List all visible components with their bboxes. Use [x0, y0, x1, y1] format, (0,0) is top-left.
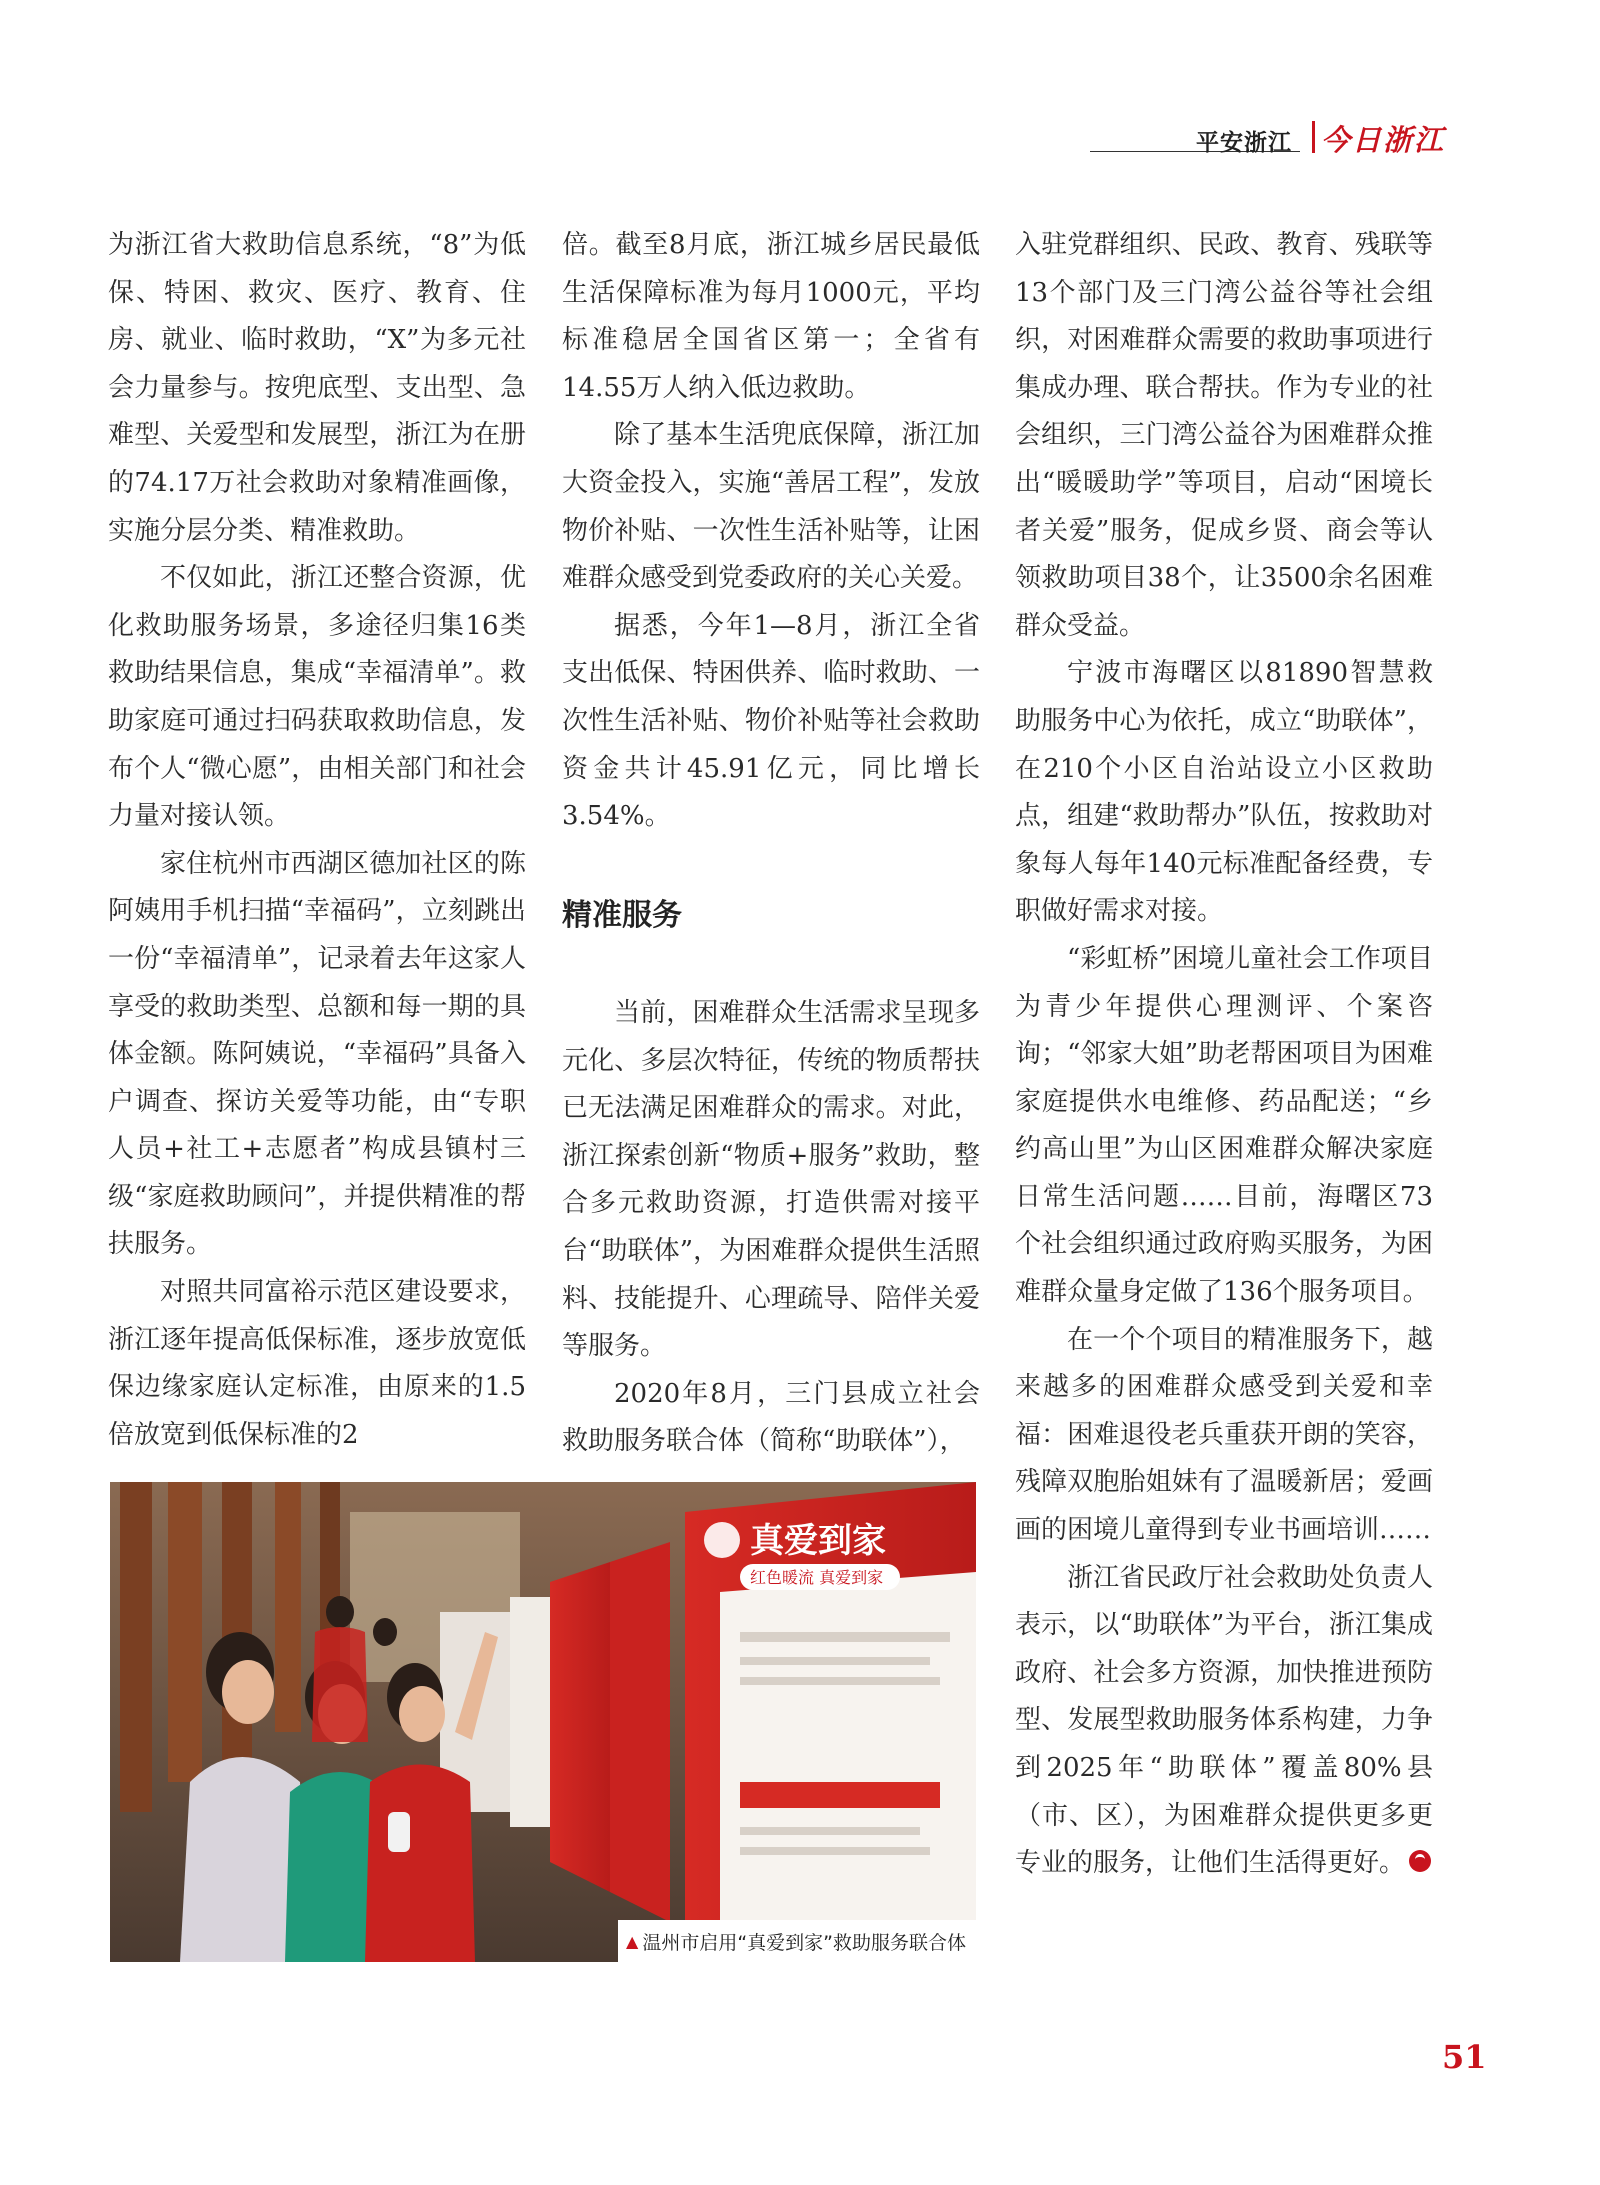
- magazine-brand-logo: 今日浙江: [1321, 123, 1446, 157]
- caption-text: 温州市启用“真爱到家”救助服务联合体: [642, 1931, 966, 1954]
- paragraph: 除了基本生活兜底保障，浙江加大资金投入，实施“善居工程”，发放物价补贴、一次性生活补贴等，让困难群众感受到党委政府的关心关爱。: [562, 420, 980, 594]
- header-divider: [1312, 121, 1315, 153]
- paragraph-text: 浙江省民政厅社会救助处负责人表示，以“助联体”为平台，浙江集成政府、社会多方资源，加快推进预防型、发展型救助服务体系构建，力争到2025年“助联体”覆盖80%县（市、区），为困难群众提供更多更专业的服务，让他们生活得更好。: [1015, 1562, 1433, 1879]
- paragraph: 在一个个项目的精准服务下，越来越多的困难群众感受到关爱和幸福：困难退役老兵重获开朗的笑容，残障双胞胎姐妹有了温暖新居；爱画画的困境儿童得到专业书画培训……: [1015, 1324, 1433, 1546]
- paragraph: [1015, 1555, 1433, 1888]
- paragraph: 入驻党群组织、民政、教育、残联等13个部门及三门湾公益谷等社会组织，对困难群众需要的救助事项进行集成办理、联合帮扶。作为专业的社会组织，三门湾公益谷为困难群众推出“暖暖助学”等项目，启动“困境长者关爱”服务，促成乡贤、商会等认领救助项目38个，让3500余名困难群众受益。: [1015, 230, 1433, 641]
- paragraph: 据悉，今年1—8月，浙江全省支出低保、特困供养、临时救助、一次性生活补贴、物价补贴等社会救助资金共计45.91亿元，同比增长3.54%。: [562, 610, 980, 832]
- paragraph: 倍。截至8月底，浙江城乡居民最低生活保障标准为每月1000元，平均标准稳居全国省区第一；全省有14.55万人纳入低边救助。: [562, 230, 980, 403]
- paragraph: 家住杭州市西湖区德加社区的陈阿姨用手机扫描“幸福码”，立刻跳出一份“幸福清单”，记录着去年这家人享受的救助类型、总额和每一期的具体金额。陈阿姨说，“幸福码”具备入户调查、探访关爱等功能，由“专职人员+社工+志愿者”构成县镇村三级“家庭救助顾问”，并提供精准的帮扶服务。: [108, 848, 526, 1260]
- article-column-2: [562, 222, 980, 841]
- photo-caption: [618, 1920, 976, 1962]
- paragraph: 宁波市海曙区以81890智慧救助服务中心为依托，成立“助联体”，在210个小区自治站设立小区救助点，组建“救助帮办”队伍，按救助对象每人每年140元标准配备经费，专职做好需求对接。: [1015, 658, 1433, 927]
- photo-illustration: [110, 1482, 976, 1962]
- page-number: 51: [1442, 2038, 1487, 2076]
- section-heading: 精准服务: [562, 898, 682, 933]
- article-end-icon: [1409, 1850, 1431, 1872]
- paragraph: 不仅如此，浙江还整合资源，优化救助服务场景，多途径归集16类救助结果信息，集成“幸福清单”。救助家庭可通过扫码获取救助信息，发布个人“微心愿”，由相关部门和社会力量对接认领。: [108, 563, 526, 832]
- article-column-1: [108, 222, 526, 1459]
- news-photo: [110, 1482, 976, 1962]
- paragraph: 当前，困难群众生活需求呈现多元化、多层次特征，传统的物质帮扶已无法满足困难群众的需求。对此，浙江探索创新“物质+服务”救助，整合多元救助资源，打造供需对接平台“助联体”，为困难群众提供生活照料、技能提升、心理疏导、陪伴关爱等服务。: [562, 998, 980, 1362]
- article-column-3: [1015, 222, 1433, 1888]
- board-title: 真爱到家: [750, 1521, 886, 1561]
- paragraph: “彩虹桥”困境儿童社会工作项目为青少年提供心理测评、个案咨询；“邻家大姐”助老帮困项目为困难家庭提供水电维修、药品配送；“乡约高山里”为山区困难群众解决家庭日常生活问题……目前，海曙区73个社会组织通过政府购买服务，为困难群众量身定做了136个服务项目。: [1015, 943, 1433, 1308]
- paragraph: 2020年8月，三门县成立社会救助服务联合体（简称“助联体”），: [562, 1378, 980, 1457]
- paragraph: 对照共同富裕示范区建设要求，浙江逐年提高低保标准，逐步放宽低保边缘家庭认定标准，由原来的1.5倍放宽到低保标准的2: [108, 1277, 526, 1450]
- board-subtitle: 红色暖流 真爱到家: [750, 1568, 884, 1587]
- caption-triangle-icon: ▲: [626, 1931, 639, 1951]
- header-section-title: 平安浙江: [1196, 130, 1292, 156]
- paragraph: 为浙江省大救助信息系统，“8”为低保、特困、救灾、医疗、教育、住房、就业、临时救助，“X”为多元社会力量参与。按兜底型、支出型、急难型、关爱型和发展型，浙江为在册的74.17万社会救助对象精准画像，实施分层分类、精准救助。: [108, 230, 526, 546]
- article-column-2-continued: [562, 990, 980, 1466]
